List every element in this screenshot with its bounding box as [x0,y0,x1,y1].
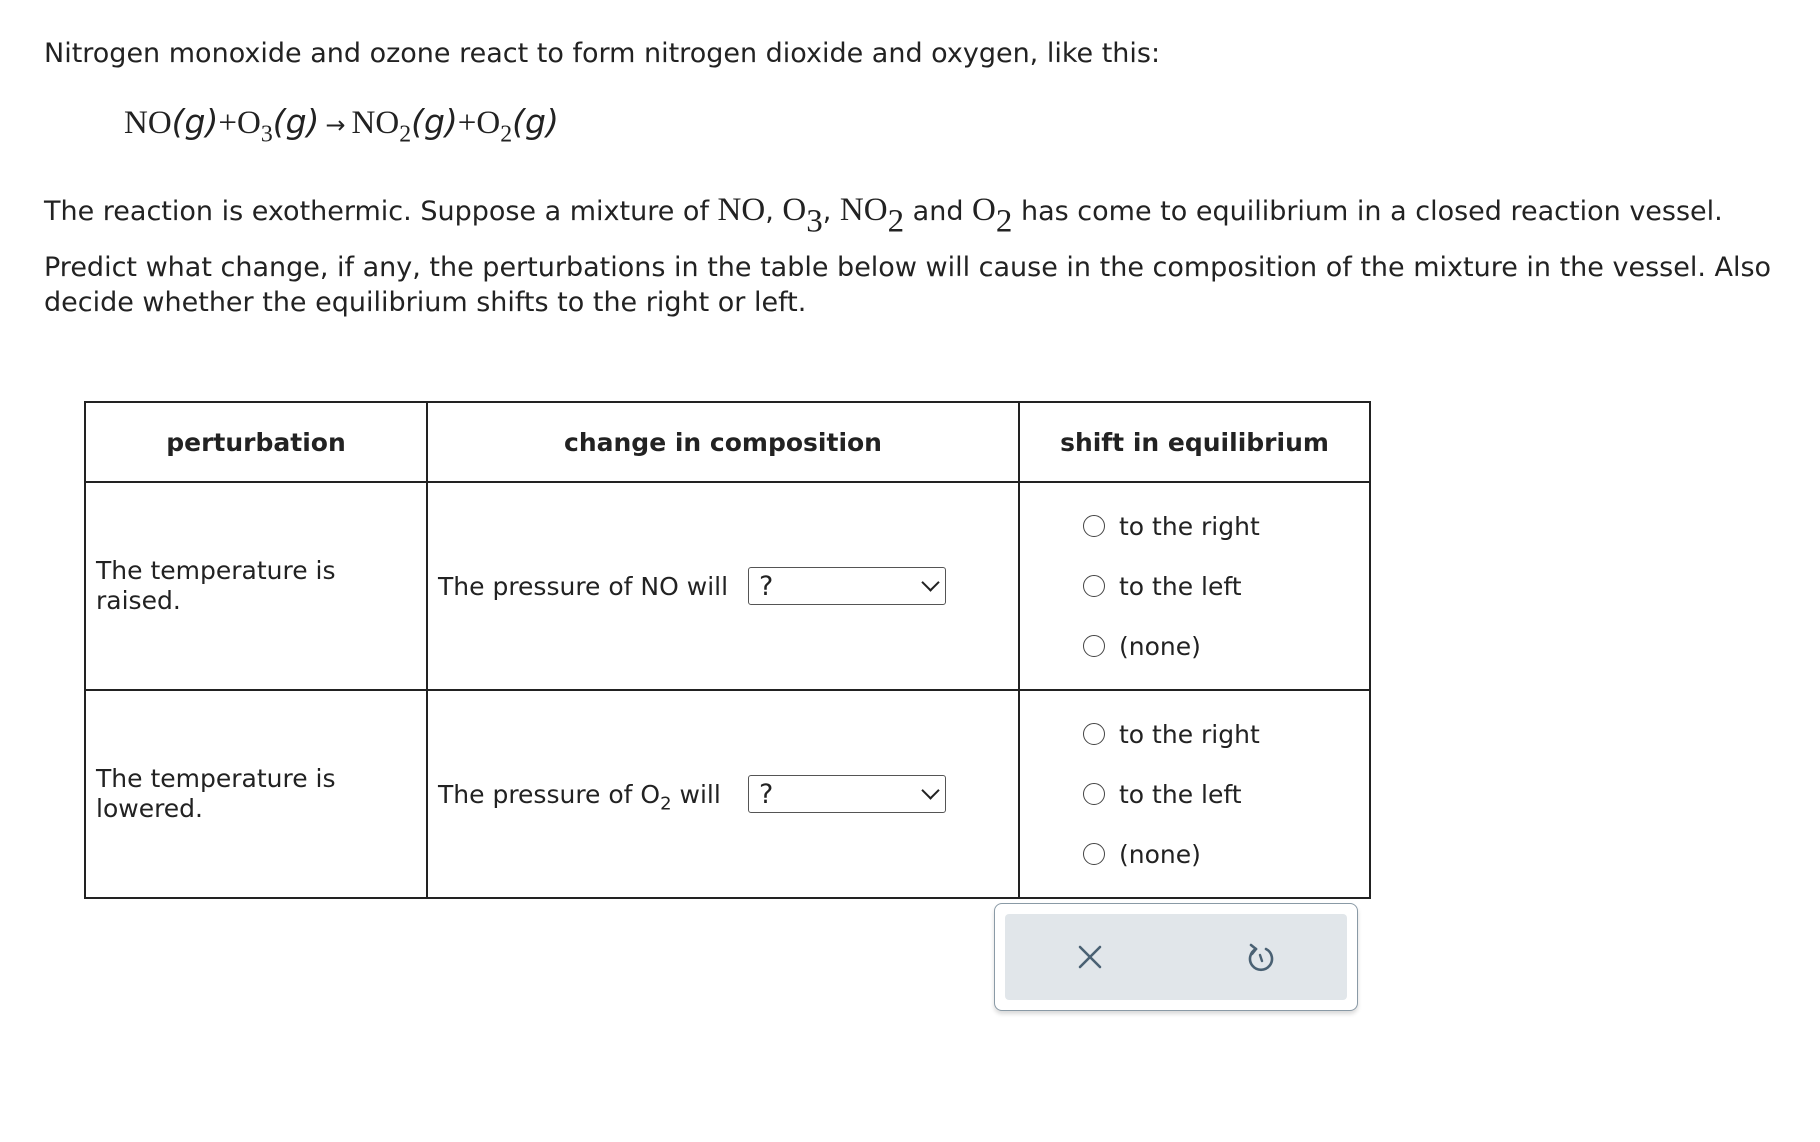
perturbation-cell: The temperature is lowered. [85,690,427,898]
answer-toolbar [994,903,1358,1011]
perturbation-table [84,401,1371,899]
exothermic-statement: The reaction is exothermic. Suppose a mixture of NO, $O_3$, $NO_2$ and $O_2$ has come to equilibrium in a closed reaction vessel. [44,192,1723,240]
chevron-down-icon [921,781,939,799]
radio-option-left[interactable]: to the left [1083,764,1369,824]
shift-cell [1019,482,1370,690]
instructions-text: Predict what change, if any, the perturbations in the table below will cause in the composition of the mixture in the vessel. Also decide whether the equilibrium shifts to the right or left. [44,252,1772,318]
composition-label: The pressure of $O_2$ will [438,779,721,814]
composition-dropdown[interactable] [748,567,946,605]
undo-icon [1245,941,1277,973]
reaction-arrow: → [325,111,346,139]
radio-option-none[interactable]: (none) [1083,824,1369,884]
composition-cell [427,482,1019,690]
radio-option-right[interactable]: to the right [1083,704,1369,764]
radio-button[interactable] [1083,783,1105,805]
toolbar-panel [1005,914,1347,1000]
composition-cell [427,690,1019,898]
radio-option-left[interactable]: to the left [1083,556,1369,616]
dropdown-value: ? [759,570,774,602]
table-row [85,482,1370,690]
radio-option-right[interactable]: to the right [1083,496,1369,556]
dropdown-value: ? [759,778,774,810]
radio-button[interactable] [1083,843,1105,865]
composition-label: The pressure of NO will [438,571,729,601]
shift-cell [1019,690,1370,898]
perturbation-cell: The temperature is raised. [85,482,427,690]
header-shift: shift in equilibrium [1019,402,1370,482]
undo-button[interactable] [1242,938,1280,976]
composition-dropdown[interactable] [748,775,946,813]
header-perturbation: perturbation [85,402,427,482]
intro-text: Nitrogen monoxide and ozone react to form nitrogen dioxide and oxygen, like this: [44,38,1161,69]
radio-option-none[interactable]: (none) [1083,616,1369,676]
clear-button[interactable] [1071,938,1109,976]
table-row [85,690,1370,898]
radio-button[interactable] [1083,723,1105,745]
radio-button[interactable] [1083,635,1105,657]
radio-button[interactable] [1083,515,1105,537]
header-change: change in composition [427,402,1019,482]
reaction-equation: $NO(g)+O_3(g) \to NO_2(g)+O_2(g)$ [124,102,559,148]
close-icon [1075,942,1105,972]
chevron-down-icon [921,573,939,591]
radio-button[interactable] [1083,575,1105,597]
